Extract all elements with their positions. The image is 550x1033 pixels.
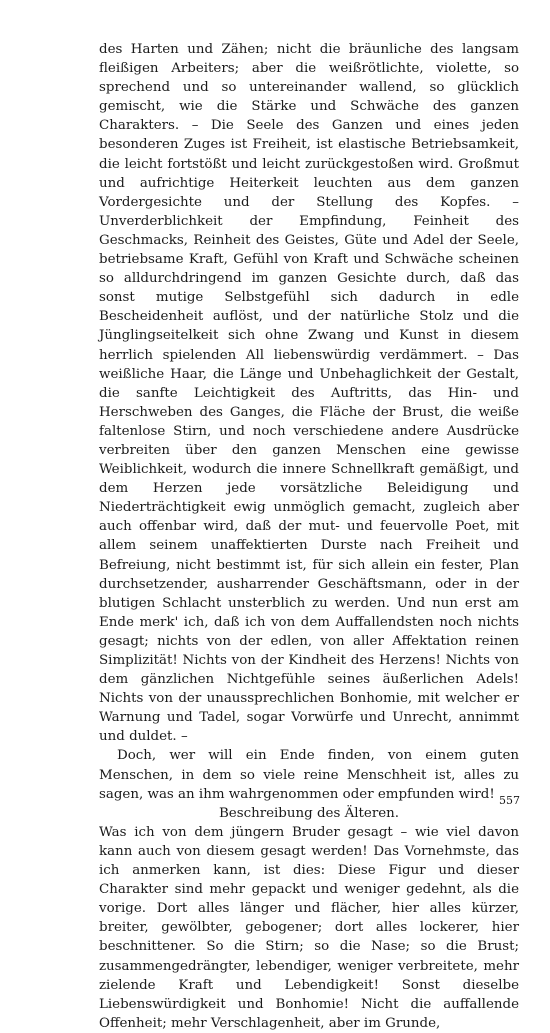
- body-text: [99, 40, 519, 1033]
- page-number: 557: [499, 794, 520, 807]
- paragraph-after-heading: Was ich von dem jüngern Bruder gesagt – wie viel davon kann auch von diesem gesagt werden! Das Vornehmste, das ich anmerken kann, ist dies: Diese Figur und dieser Charakter sind mehr gepackt und weniger gedehnt, als die vorige. Dort alles länger und flächer, hier alles kürzer, breiter, gewölbter, gebogener; dort alles lockerer, hier beschnittener. So die Stirn; so die Nase; so die Brust; zusammengedrängter, lebendiger, weniger verbreitete, mehr zielende Kraft und Lebendigkeit! Sonst dieselbe Liebenswürdigkeit und Bonhomie! Nicht die auffallende Offenheit; mehr Verschlagenheit, aber im Grunde,: [99, 824, 519, 1031]
- paragraph: Doch, wer will ein Ende finden, von einem guten Menschen, in dem so viele reine Menschheit ist, alles zu sagen, was an ihm wahrgenommen oder empfunden wird!: [99, 748, 519, 802]
- section-heading: Beschreibung des Älteren.: [218, 805, 400, 821]
- paragraph-continued: des Harten und Zähen; nicht die bräunliche des langsam fleißigen Arbeiters; aber die weißrötlichte, violette, so sprechend und so untereinander wallend, so glücklich gemischt, wie die Stärke und Schwäche des ganzen Charakters. – Die Seele des Ganzen und eines jeden besonderen Zuges ist Freiheit, ist elastische Betriebsamkeit, die leicht fortstößt und leicht zurückgestoßen wird. Großmut und aufrichtige Heiterkeit leuchten aus dem ganzen Vordergesichte und der Stellung des Kopfes. – Unverderblichkeit der Empfindung, Feinheit des Geschmacks, Reinheit des Geistes, Güte und Adel der Seele, betriebsame Kraft, Gefühl von Kraft und Schwäche scheinen so alldurchdringend im ganzen Gesichte durch, daß das sonst mutige Selbstgefühl sich dadurch in edle Bescheidenheit auflöst, und der natürliche Stolz und die Jünglingseitelkeit sich ohne Zwang und Kunst in diesem herrlich spielenden All liebenswürdig verdämmert. – Das weißliche Haar, die Länge und Unbehaglichkeit der Gestalt, die sanfte Leichtigkeit des Auftritts, das Hin- und Herschweben des Ganges, die Fläche der Brust, die weiße faltenlose Stirn, und noch verschiedene andere Ausdrücke verbreiten über den ganzen Menschen eine gewisse Weiblichkeit, wodurch die innere Schnellkraft gemäßigt, und dem Herzen jede vorsätzliche Beleidigung und Niederträchtigkeit ewig unmöglich gemacht, zugleich aber auch offenbar wird, daß der mut- und feuervolle Poet, mit allem seinem unaffektierten Durste nach Freiheit und Befreiung, nicht bestimmt ist, für sich allein ein fester, Plan durchsetzender, ausharrender Geschäftsmann, oder in der blutigen Schlacht unsterblich zu werden. Und nun erst am Ende merk' ich, daß ich von dem Auffallendsten noch nichts gesagt; nichts von der edlen, von aller Affektation reinen Simplizität! Nichts von der Kindheit des Herzens! Nichts von dem gänzlichen Nichtgefühle seines äußerlichen Adels! Nichts von der unaussprechlichen Bonhomie, mit welcher er Warnung und Tadel, sogar Vorwürfe und Unrecht, annimmt und duldet. –: [99, 42, 519, 745]
